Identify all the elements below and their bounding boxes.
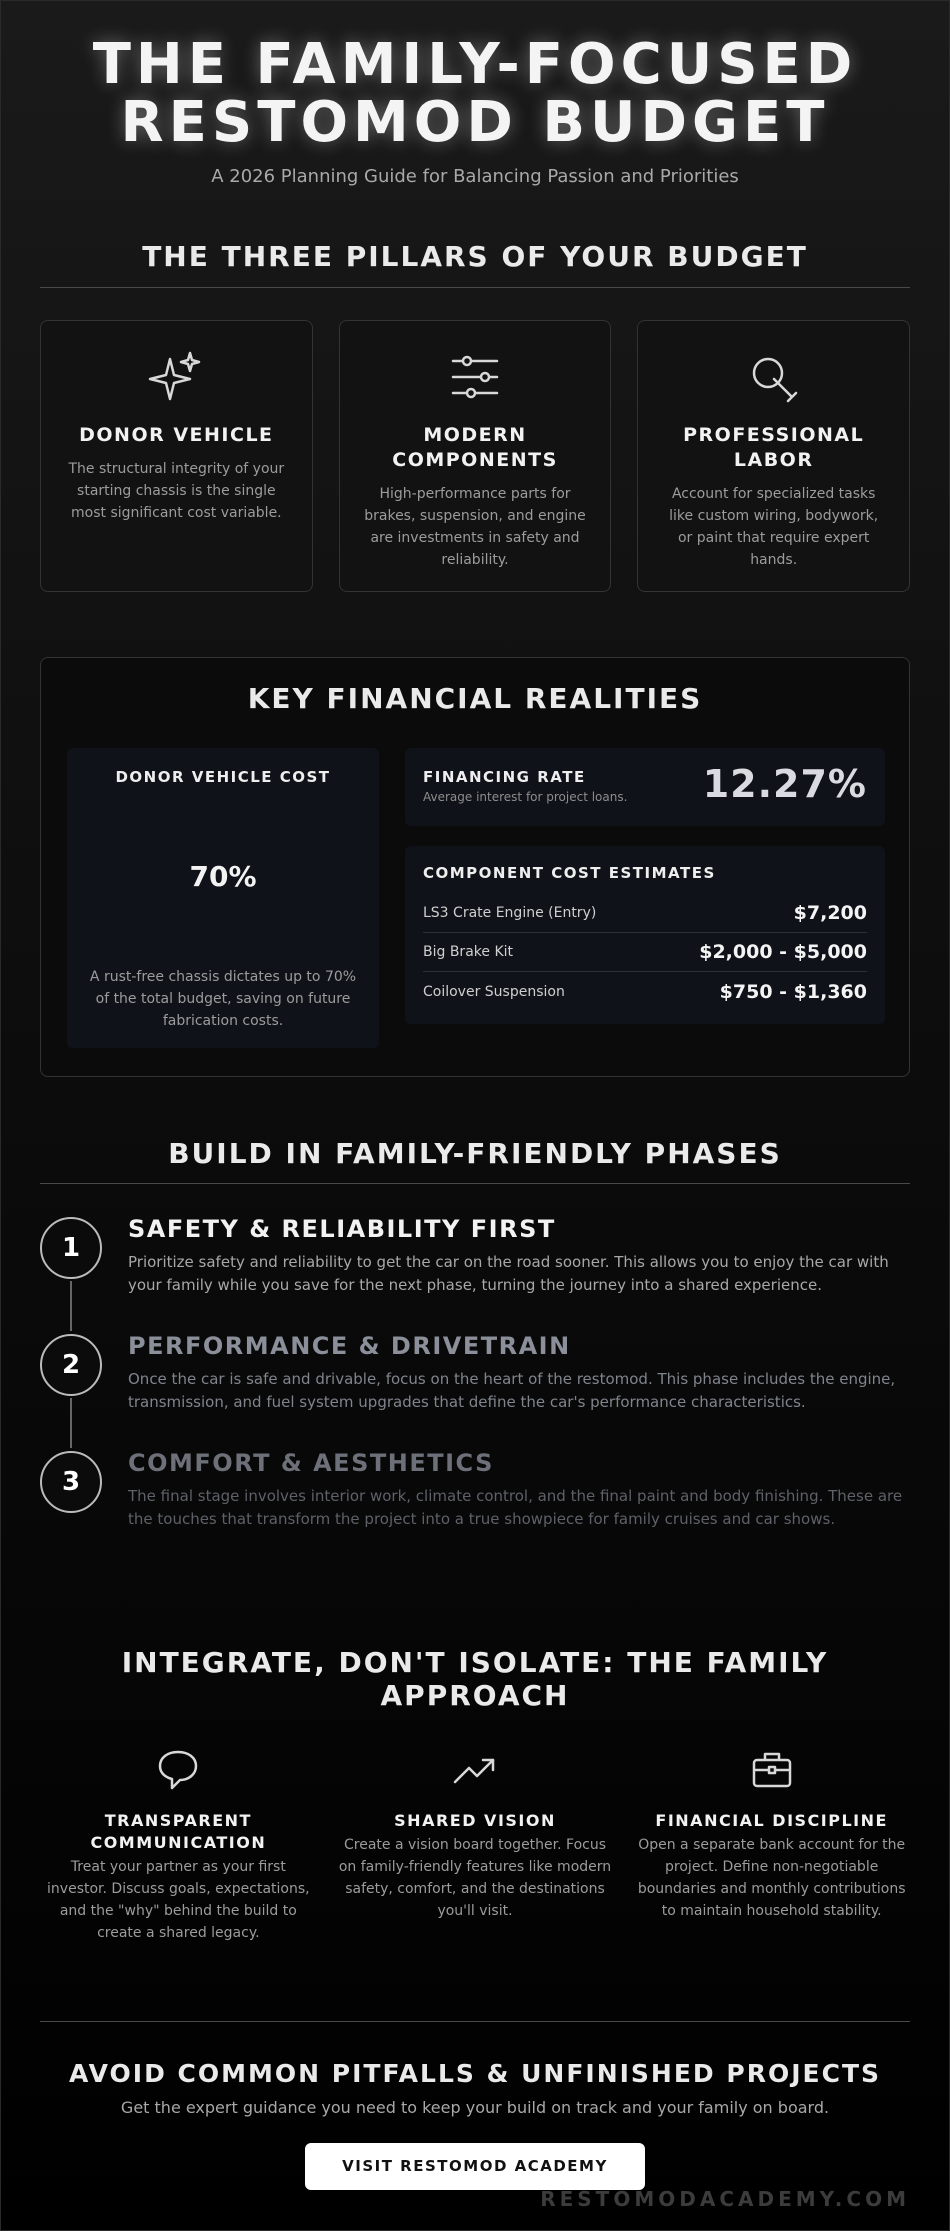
- footer-divider: [40, 2021, 910, 2022]
- family-item-desc: Open a separate bank account for the project. Define non-negotiable boundaries and monthly contributions to maintain household stability.: [637, 1837, 906, 1919]
- family-approach-grid: [40, 1748, 910, 1944]
- donor-vehicle-cost-card: [67, 748, 379, 1048]
- donor-cost-desc: A rust-free chassis dictates up to 70% of the total budget, saving on future fabrication costs.: [89, 969, 357, 1029]
- pillar-title: DONOR VEHICLE: [79, 424, 274, 446]
- family-item-desc: Create a vision board together. Focus on family-friendly features like modern safety, comfort, and the destinations you'll visit.: [338, 1837, 612, 1919]
- pillar-card-donor-vehicle: [40, 320, 313, 592]
- phases-divider: [40, 1183, 910, 1184]
- cost-item-price: $750 - $1,360: [719, 980, 867, 1003]
- trending-up-icon: [451, 1748, 499, 1792]
- cost-row: [423, 972, 867, 1011]
- donor-cost-label: DONOR VEHICLE COST: [115, 768, 331, 786]
- component-cost-card: [405, 846, 885, 1024]
- phases-timeline: [40, 1215, 910, 1566]
- family-item-transparent-communication: [40, 1748, 317, 1944]
- visit-academy-button[interactable]: VISIT RESTOMOD ACADEMY: [305, 2143, 645, 2190]
- phases-heading: BUILD IN FAMILY-FRIENDLY PHASES: [168, 1137, 782, 1170]
- family-item-financial-discipline: [633, 1748, 910, 1944]
- phase-title: COMFORT & AESTHETICS: [128, 1449, 494, 1477]
- wrench-icon: [744, 349, 804, 405]
- cta-subtext: Get the expert guidance you need to keep your build on track and your family on board.: [120, 2098, 830, 2117]
- phase-desc: The final stage involves interior work, climate control, and the final paint and body finishing. These are the touches that transform the project into a true showpiece for family cruises and car shows.: [128, 1487, 903, 1528]
- phase-number-badge: 1: [40, 1217, 102, 1279]
- family-item-title: TRANSPARENT COMMUNICATION: [90, 1811, 267, 1852]
- financing-rate-sub: Average interest for project loans.: [423, 790, 628, 804]
- chat-bubble-icon: [154, 1748, 202, 1792]
- pillar-card-modern-components: [339, 320, 612, 592]
- phase-number-badge: 2: [40, 1334, 102, 1396]
- briefcase-icon: [748, 1748, 796, 1792]
- phase-desc: Once the car is safe and drivable, focus on the heart of the restomod. This phase includes the engine, transmission, and fuel system upgrades that define the car's performance characteristics.: [128, 1370, 896, 1411]
- cost-item-name: LS3 Crate Engine (Entry): [423, 905, 597, 921]
- phase-desc: Prioritize safety and reliability to get the car on the road sooner. This allows you to enjoy the car with your family while you save for the next phase, turning the journey into a shared experience.: [128, 1253, 889, 1294]
- family-heading: [40, 1646, 910, 1712]
- family-heading-line-1: INTEGRATE, DON'T ISOLATE: THE FAMILY: [121, 1646, 829, 1679]
- pillar-title: PROFESSIONAL LABOR: [683, 424, 865, 471]
- realities-heading: KEY FINANCIAL REALITIES: [247, 682, 703, 715]
- phase-item: [40, 1332, 910, 1449]
- financing-rate-card: [405, 748, 885, 826]
- pillar-desc: Account for specialized tasks like custom wiring, bodywork, or paint that require expert hands.: [669, 486, 879, 568]
- sliders-icon: [445, 349, 505, 405]
- cost-item-price: $7,200: [793, 902, 867, 924]
- pillar-desc: The structural integrity of your starting chassis is the single most significant cost variable.: [68, 461, 285, 521]
- timeline-connector: [70, 1281, 72, 1331]
- cost-item-name: Big Brake Kit: [423, 944, 514, 960]
- pillar-desc: High-performance parts for brakes, suspension, and engine are investments in safety and reliability.: [364, 486, 586, 568]
- family-heading-line-2: APPROACH: [380, 1679, 570, 1712]
- pillars-grid: [40, 320, 910, 592]
- site-domain: RESTOMODACADEMY.COM: [540, 2187, 910, 2211]
- family-item-desc: Treat your partner as your first investor. Discuss goals, expectations, and the "why" behind the build to create a shared legacy.: [47, 1859, 310, 1941]
- family-item-title: SHARED VISION: [394, 1811, 556, 1830]
- family-item-shared-vision: [337, 1748, 614, 1944]
- pillar-title: MODERN COMPONENTS: [392, 424, 558, 471]
- page-title: [0, 32, 950, 155]
- cta-heading: AVOID COMMON PITFALLS & UNFINISHED PROJECTS: [68, 2059, 881, 2088]
- timeline-connector: [70, 1398, 72, 1448]
- family-item-title: FINANCIAL DISCIPLINE: [655, 1811, 888, 1830]
- component-cost-label: COMPONENT COST ESTIMATES: [423, 864, 716, 882]
- cost-row: [423, 933, 867, 972]
- cost-item-price: $2,000 - $5,000: [699, 941, 867, 963]
- phase-title: PERFORMANCE & DRIVETRAIN: [128, 1332, 571, 1360]
- phase-item: [40, 1449, 910, 1566]
- financial-realities-panel: [40, 657, 910, 1077]
- page-subtitle: A 2026 Planning Guide for Balancing Passion and Priorities: [211, 166, 739, 187]
- sparkles-icon: [146, 349, 206, 405]
- phase-number-badge: 3: [40, 1451, 102, 1513]
- cost-row: [423, 894, 867, 933]
- page-title-line-1: THE FAMILY-FOCUSED: [92, 32, 858, 97]
- financing-rate-label: FINANCING RATE: [423, 768, 586, 786]
- phase-item: [40, 1215, 910, 1332]
- page-title-line-2: RESTOMOD BUDGET: [120, 90, 830, 155]
- cost-item-name: Coilover Suspension: [423, 983, 565, 1000]
- donor-cost-value: 70%: [189, 860, 257, 893]
- pillars-divider: [40, 287, 910, 288]
- pillar-card-professional-labor: [637, 320, 910, 592]
- pillars-heading: THE THREE PILLARS OF YOUR BUDGET: [142, 240, 808, 273]
- financing-rate-value: 12.27%: [702, 762, 867, 806]
- phase-title: SAFETY & RELIABILITY FIRST: [128, 1215, 556, 1243]
